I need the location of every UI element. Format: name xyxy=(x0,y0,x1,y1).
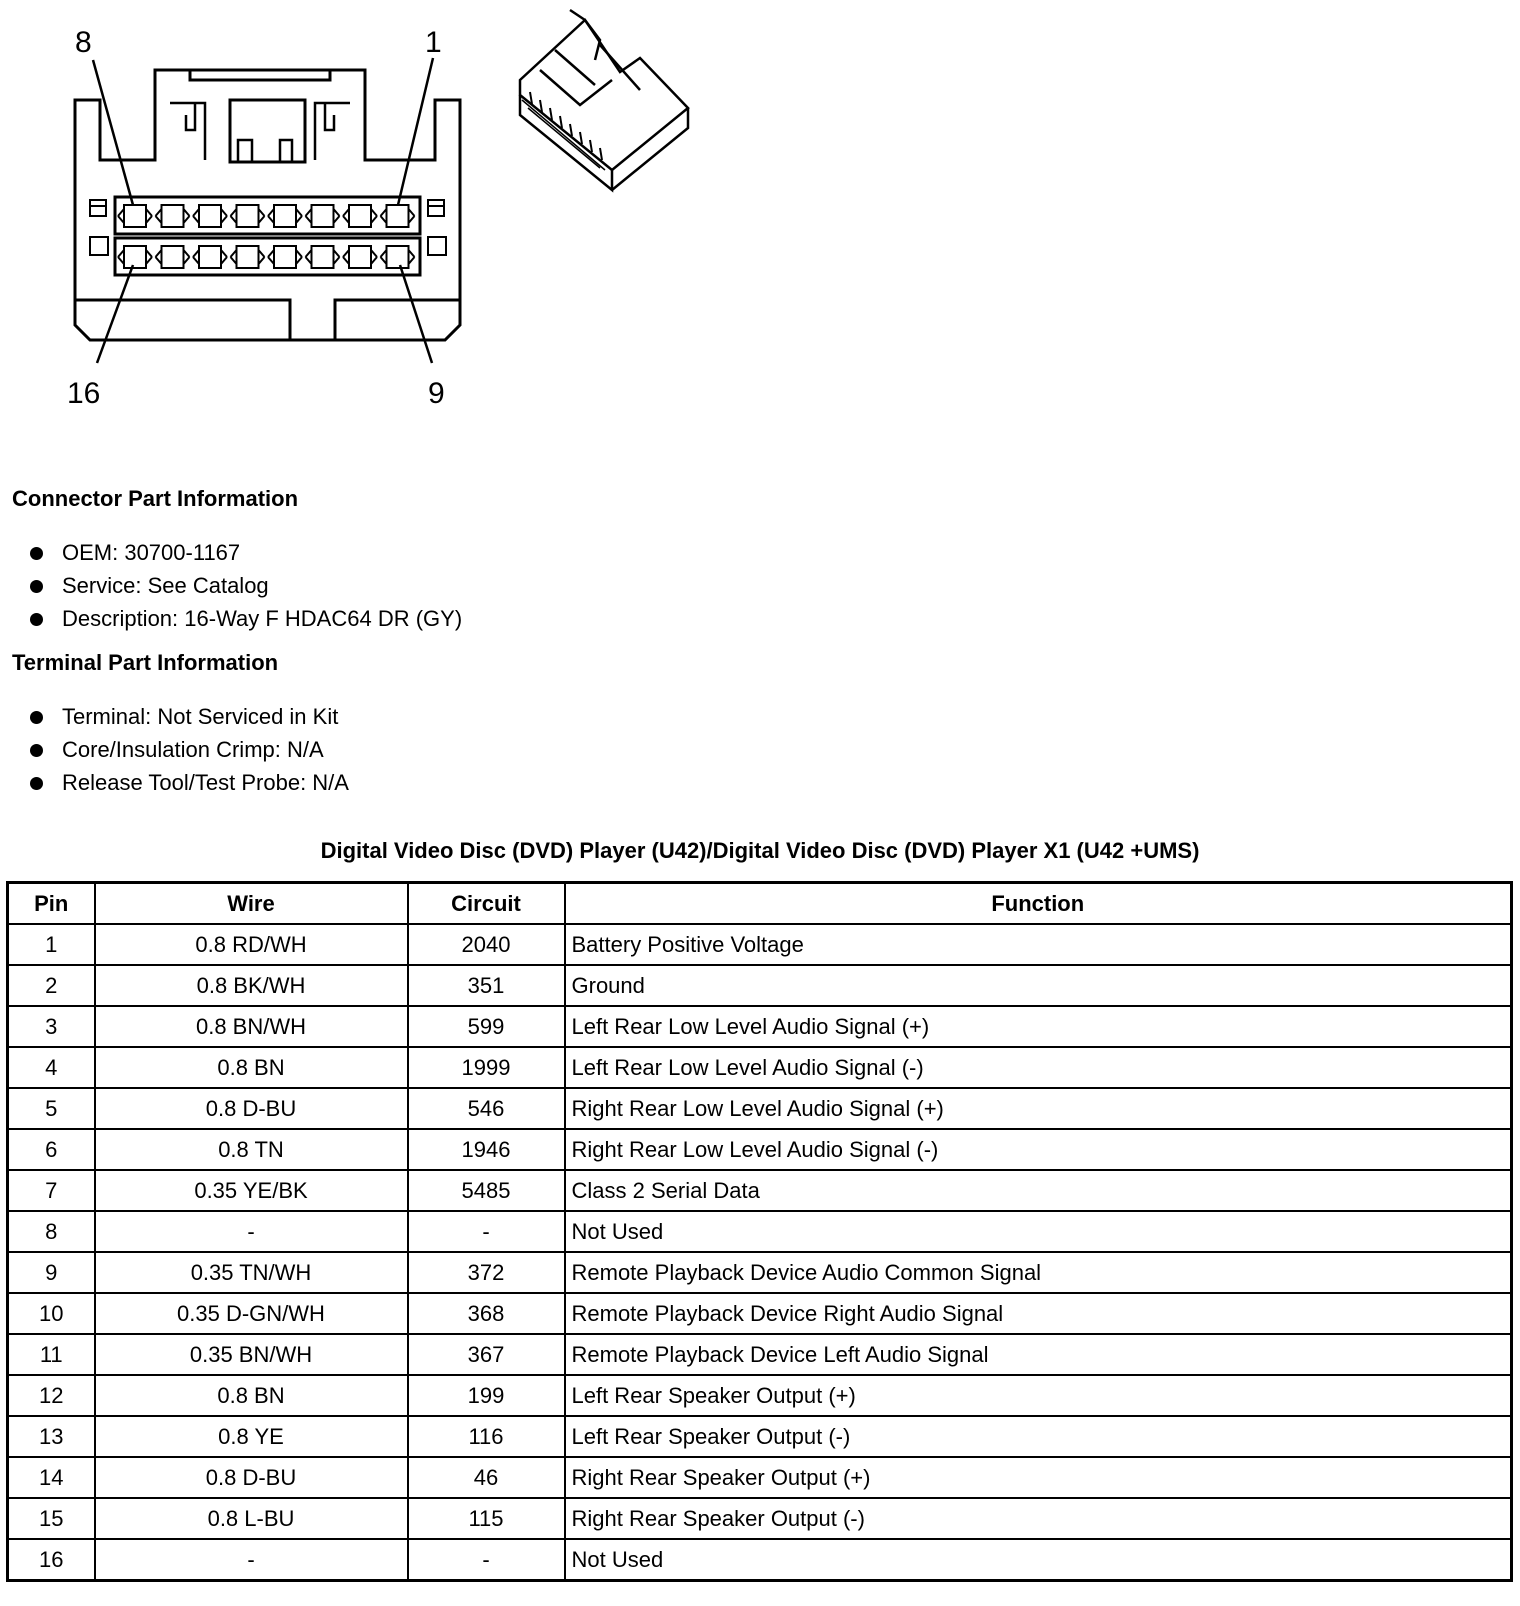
wire-cell: 0.35 YE/BK xyxy=(95,1170,408,1211)
table-row xyxy=(8,1047,1512,1088)
pin-cavity xyxy=(381,205,415,227)
pin-cavity xyxy=(268,205,302,227)
pin-cavity xyxy=(231,246,265,268)
wire-cell: 0.8 BN/WH xyxy=(95,1006,408,1047)
table-row xyxy=(8,1334,1512,1375)
pin-cell: 14 xyxy=(8,1457,95,1498)
function-cell: Left Rear Low Level Audio Signal (+) xyxy=(565,1006,1512,1047)
circuit-cell: 351 xyxy=(408,965,565,1006)
table-row xyxy=(8,1006,1512,1047)
table-row xyxy=(8,924,1512,965)
connector-info-heading: Connector Part Information xyxy=(12,486,299,511)
pin-cavity xyxy=(193,205,227,227)
function-cell: Ground xyxy=(565,965,1512,1006)
circuit-cell: - xyxy=(408,1539,565,1581)
pin-cavity xyxy=(156,205,190,227)
pin-cell: 16 xyxy=(8,1539,95,1581)
pin-cavity xyxy=(193,246,227,268)
header-circuit: Circuit xyxy=(408,883,565,925)
wire-cell: 0.8 BN xyxy=(95,1375,408,1416)
circuit-cell: 199 xyxy=(408,1375,565,1416)
list-item-text: Core/Insulation Crimp: N/A xyxy=(62,737,324,762)
circuit-cell: 2040 xyxy=(408,924,565,965)
table-header-row xyxy=(8,883,1512,925)
table-row xyxy=(8,1211,1512,1252)
connector-info-list xyxy=(30,539,462,638)
pin-cavity xyxy=(268,246,302,268)
pin-cavity xyxy=(343,246,377,268)
bullet-icon xyxy=(30,744,43,757)
table-row xyxy=(8,1252,1512,1293)
wire-cell: 0.8 TN xyxy=(95,1129,408,1170)
function-cell: Remote Playback Device Left Audio Signal xyxy=(565,1334,1512,1375)
pin-cell: 1 xyxy=(8,924,95,965)
list-item-text: Service: See Catalog xyxy=(62,573,269,598)
function-cell: Right Rear Speaker Output (+) xyxy=(565,1457,1512,1498)
pin-cell: 12 xyxy=(8,1375,95,1416)
wire-cell: 0.8 D-BU xyxy=(95,1457,408,1498)
pin-cavity xyxy=(231,205,265,227)
bullet-icon xyxy=(30,580,43,593)
bullet-icon xyxy=(30,547,43,560)
table-row xyxy=(8,1457,1512,1498)
function-cell: Remote Playback Device Audio Common Signal xyxy=(565,1252,1512,1293)
table-row xyxy=(8,1498,1512,1539)
pin-cavity xyxy=(306,246,340,268)
wire-cell: - xyxy=(95,1211,408,1252)
header-wire: Wire xyxy=(95,883,408,925)
list-item xyxy=(30,539,462,572)
list-item xyxy=(30,769,349,802)
circuit-cell: 1946 xyxy=(408,1129,565,1170)
list-item xyxy=(30,703,349,736)
list-item-text: Terminal: Not Serviced in Kit xyxy=(62,704,339,729)
circuit-cell: - xyxy=(408,1211,565,1252)
terminal-info-list xyxy=(30,703,349,802)
table-row xyxy=(8,1416,1512,1457)
wire-cell: 0.8 RD/WH xyxy=(95,924,408,965)
pin-cavity xyxy=(156,246,190,268)
pin-cavity xyxy=(306,205,340,227)
function-cell: Battery Positive Voltage xyxy=(565,924,1512,965)
table-row xyxy=(8,1375,1512,1416)
header-pin: Pin xyxy=(8,883,95,925)
table-row xyxy=(8,1088,1512,1129)
wire-cell: 0.8 L-BU xyxy=(95,1498,408,1539)
pin-cell: 6 xyxy=(8,1129,95,1170)
wire-cell: 0.8 BK/WH xyxy=(95,965,408,1006)
pin-cell: 10 xyxy=(8,1293,95,1334)
table-row xyxy=(8,1129,1512,1170)
function-cell: Left Rear Speaker Output (-) xyxy=(565,1416,1512,1457)
table-row xyxy=(8,1293,1512,1334)
bullet-icon xyxy=(30,777,43,790)
circuit-cell: 115 xyxy=(408,1498,565,1539)
function-cell: Class 2 Serial Data xyxy=(565,1170,1512,1211)
wire-cell: 0.35 TN/WH xyxy=(95,1252,408,1293)
wire-cell: 0.8 YE xyxy=(95,1416,408,1457)
list-item-text: Release Tool/Test Probe: N/A xyxy=(62,770,349,795)
circuit-cell: 116 xyxy=(408,1416,565,1457)
table-row xyxy=(8,1539,1512,1581)
list-item-text: OEM: 30700-1167 xyxy=(62,540,241,565)
pin-cell: 3 xyxy=(8,1006,95,1047)
function-cell: Remote Playback Device Right Audio Signal xyxy=(565,1293,1512,1334)
circuit-cell: 368 xyxy=(408,1293,565,1334)
list-item xyxy=(30,605,462,638)
pin-cell: 9 xyxy=(8,1252,95,1293)
pin-cell: 13 xyxy=(8,1416,95,1457)
wire-cell: - xyxy=(95,1539,408,1581)
function-cell: Left Rear Low Level Audio Signal (-) xyxy=(565,1047,1512,1088)
function-cell: Not Used xyxy=(565,1211,1512,1252)
pin-table xyxy=(6,881,1513,1582)
table-row xyxy=(8,965,1512,1006)
connector-3d-illustration xyxy=(520,10,688,190)
function-cell: Not Used xyxy=(565,1539,1512,1581)
table-title: Digital Video Disc (DVD) Player (U42)/Digital Video Disc (DVD) Player X1 (U42 +UMS) xyxy=(320,838,1200,863)
bullet-icon xyxy=(30,613,43,626)
pin-label-8: 8 xyxy=(75,26,92,59)
list-item xyxy=(30,572,462,605)
function-cell: Right Rear Low Level Audio Signal (+) xyxy=(565,1088,1512,1129)
pin-cell: 15 xyxy=(8,1498,95,1539)
pin-cavity xyxy=(381,246,415,268)
pin-cavity xyxy=(343,205,377,227)
circuit-cell: 367 xyxy=(408,1334,565,1375)
list-item xyxy=(30,736,349,769)
pin-cavity xyxy=(118,205,152,227)
function-cell: Right Rear Low Level Audio Signal (-) xyxy=(565,1129,1512,1170)
list-item-text: Description: 16-Way F HDAC64 DR (GY) xyxy=(62,606,463,631)
pin-cell: 4 xyxy=(8,1047,95,1088)
pin-cell: 2 xyxy=(8,965,95,1006)
pin-cell: 8 xyxy=(8,1211,95,1252)
pin-cell: 11 xyxy=(8,1334,95,1375)
pin-label-9: 9 xyxy=(428,377,445,410)
pin-label-1: 1 xyxy=(425,26,442,59)
header-function: Function xyxy=(565,883,1512,925)
pin-label-16: 16 xyxy=(67,377,101,410)
circuit-cell: 599 xyxy=(408,1006,565,1047)
wire-cell: 0.35 BN/WH xyxy=(95,1334,408,1375)
pin-cavity xyxy=(118,246,152,268)
pin-cell: 5 xyxy=(8,1088,95,1129)
connector-diagram xyxy=(0,0,720,420)
circuit-cell: 46 xyxy=(408,1457,565,1498)
table-row xyxy=(8,1170,1512,1211)
wire-cell: 0.8 BN xyxy=(95,1047,408,1088)
function-cell: Left Rear Speaker Output (+) xyxy=(565,1375,1512,1416)
wire-cell: 0.8 D-BU xyxy=(95,1088,408,1129)
pin-leader-lines xyxy=(93,58,433,363)
function-cell: Right Rear Speaker Output (-) xyxy=(565,1498,1512,1539)
terminal-info-heading: Terminal Part Information xyxy=(12,650,279,675)
circuit-cell: 5485 xyxy=(408,1170,565,1211)
circuit-cell: 546 xyxy=(408,1088,565,1129)
wire-cell: 0.35 D-GN/WH xyxy=(95,1293,408,1334)
circuit-cell: 372 xyxy=(408,1252,565,1293)
pin-cell: 7 xyxy=(8,1170,95,1211)
circuit-cell: 1999 xyxy=(408,1047,565,1088)
bullet-icon xyxy=(30,711,43,724)
